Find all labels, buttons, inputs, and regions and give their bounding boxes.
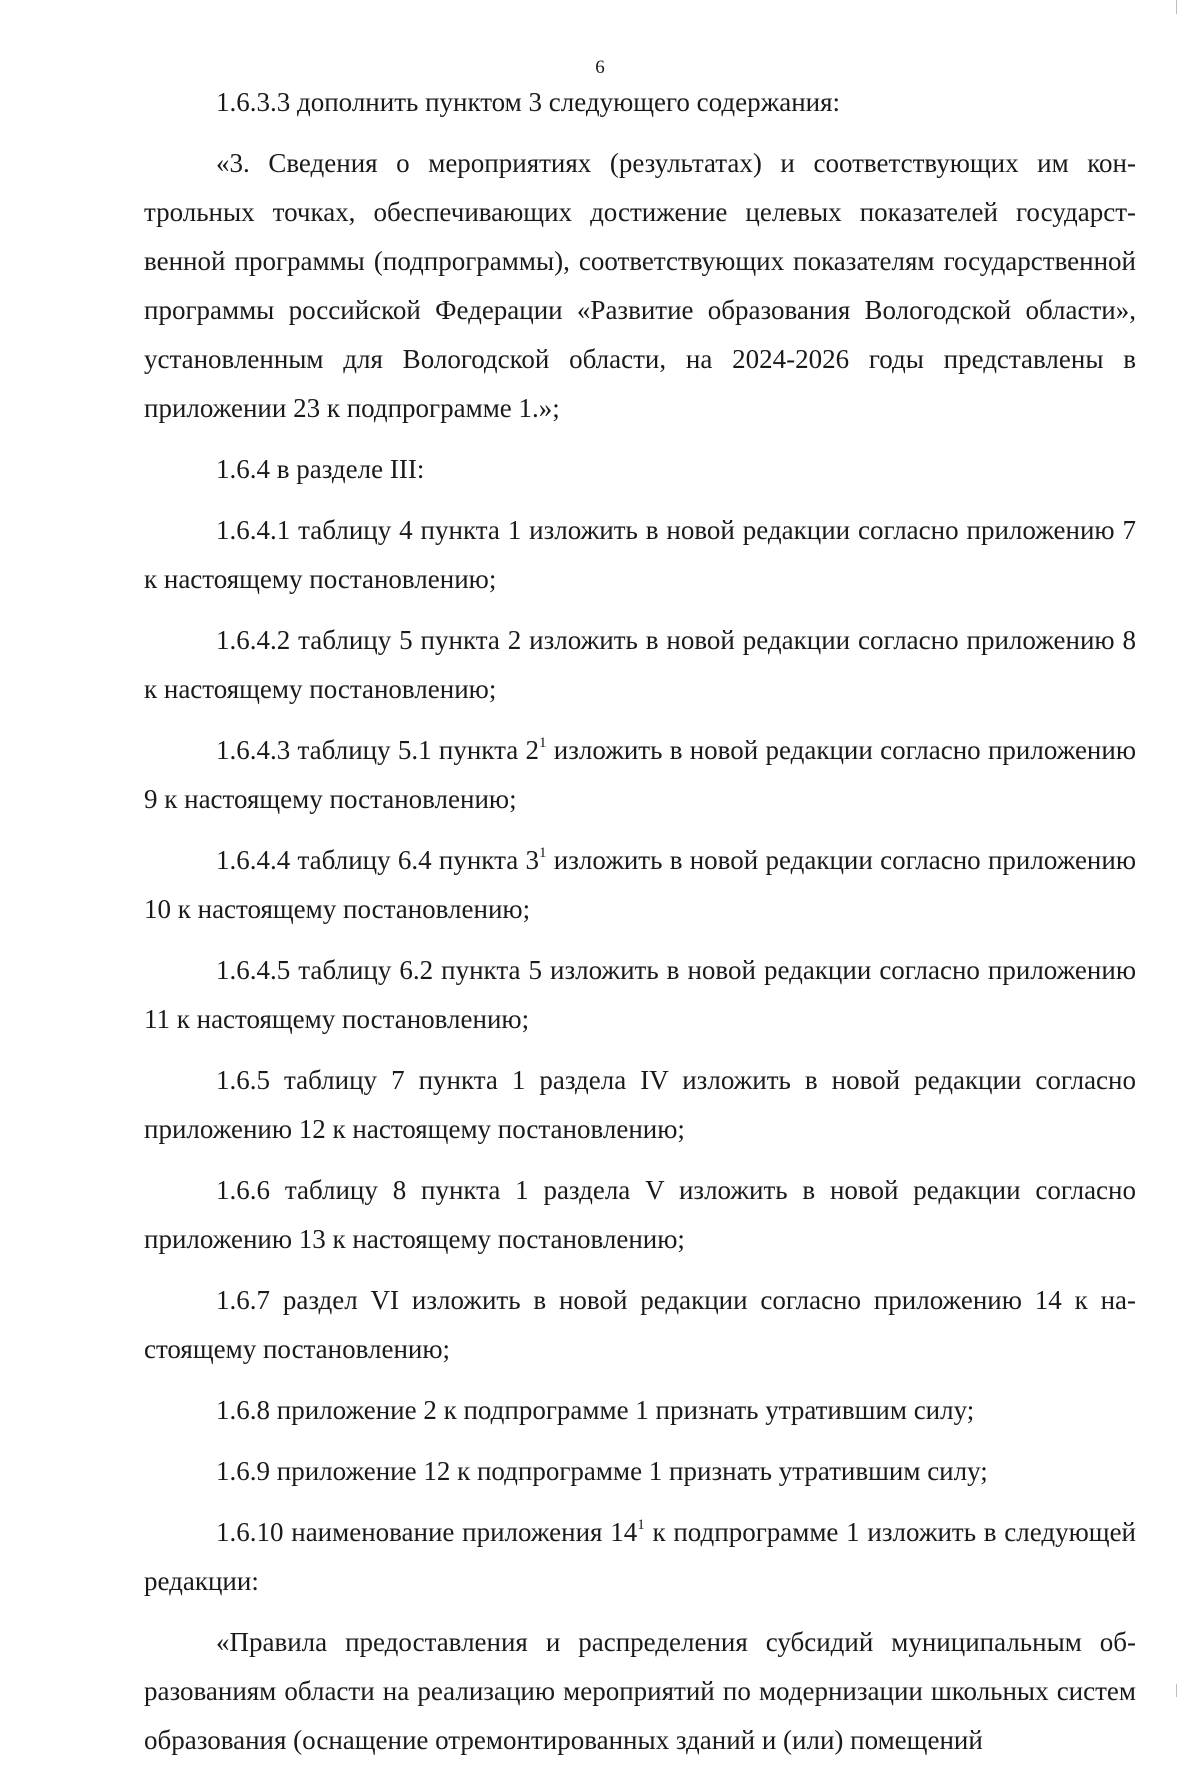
paragraph-1-6-4-3 — [144, 726, 1136, 824]
paragraph-text: 1.6.4 в разделе III: — [216, 454, 425, 484]
paragraph-text: 1.6.10 наименование приложения 14 — [216, 1517, 638, 1547]
paragraph-1-6-7 — [144, 1276, 1136, 1374]
superscript: 1 — [538, 845, 547, 861]
superscript: 1 — [637, 1517, 645, 1533]
paragraph-text: 1.6.4.1 таблицу 4 пункта 1 изложить в новой редакции согласно приложению 7 к настоящему постановлению; — [144, 515, 1136, 594]
paragraph-text: изложить в новой редакции согласно приложению 9 к настоящему постановлению; — [144, 735, 1136, 814]
paragraph-1-6-9 — [144, 1447, 1136, 1496]
paragraph-1-6-5 — [144, 1056, 1136, 1154]
paragraph-text: 1.6.7 раздел VI изложить в новой редакции согласно приложению 14 к настоящему постановлению; — [144, 1285, 1136, 1364]
paragraph-1-6-3-3 — [144, 78, 1136, 127]
paragraph-1-6-8 — [144, 1386, 1136, 1435]
paragraph-text: 1.6.4.2 таблицу 5 пункта 2 изложить в новой редакции согласно приложению 8 к настоящему постановлению; — [144, 625, 1136, 704]
paragraph-1-6-10 — [144, 1508, 1136, 1606]
scan-edge-mark-top — [1176, 0, 1177, 14]
page-number: 6 — [595, 57, 605, 78]
paragraph-1-6-6 — [144, 1166, 1136, 1264]
paragraph-text: 1.6.5 таблицу 7 пункта 1 раздела IV изложить в новой редакции согласно приложению 12 к настоящему постановлению; — [144, 1065, 1136, 1144]
paragraph-1-6-4-2 — [144, 616, 1136, 714]
paragraph-text: 1.6.4.5 таблицу 6.2 пункта 5 изложить в новой редакции согласно приложению 11 к настоящему постановлению; — [144, 955, 1136, 1034]
paragraph-quote-3 — [144, 139, 1136, 433]
paragraph-text: «Правила предоставления и распределения субсидий муниципальным образованиям области на реализацию мероприятий по модернизации школьных систем образования (оснащение отремонтированных зданий и (или) помещений — [144, 1627, 1136, 1755]
superscript: 1 — [538, 735, 547, 751]
paragraph-text: изложить в новой редакции согласно приложению 10 к настоящему постановлению; — [144, 845, 1136, 924]
paragraph-text: 1.6.4.4 таблицу 6.4 пункта 3 — [216, 845, 539, 875]
document-body — [144, 78, 1136, 1777]
paragraph-text: 1.6.6 таблицу 8 пункта 1 раздела V изложить в новой редакции согласно приложению 13 к настоящему постановлению; — [144, 1175, 1136, 1254]
paragraph-text: «3. Сведения о мероприятиях (результатах) и соответствующих им контрольных точках, обеспечивающих достижение целевых показателей государственной программы (подпрограммы), соответствующих показателям государственной программы российской Федерации «Развитие образования Вологодской области», установленным для Вологодской области, на 2024-2026 годы представлены в приложении 23 к подпрограмме 1.»; — [144, 148, 1136, 423]
scan-edge-mark-bottom — [1176, 1684, 1177, 1697]
paragraph-1-6-4-1 — [144, 506, 1136, 604]
paragraph-1-6-4 — [144, 445, 1136, 494]
paragraph-text: 1.6.3.3 дополнить пунктом 3 следующего содержания: — [216, 87, 841, 117]
paragraph-1-6-4-4 — [144, 836, 1136, 934]
paragraph-text: к подпрограмме 1 изложить в следующей редакции: — [144, 1517, 1136, 1596]
paragraph-text: 1.6.9 приложение 12 к подпрограмме 1 признать утратившим силу; — [216, 1456, 988, 1486]
paragraph-text: 1.6.4.3 таблицу 5.1 пункта 2 — [216, 735, 539, 765]
paragraph-text: 1.6.8 приложение 2 к подпрограмме 1 признать утратившим силу; — [216, 1395, 975, 1425]
paragraph-rules-title — [144, 1618, 1136, 1765]
paragraph-1-6-4-5 — [144, 946, 1136, 1044]
